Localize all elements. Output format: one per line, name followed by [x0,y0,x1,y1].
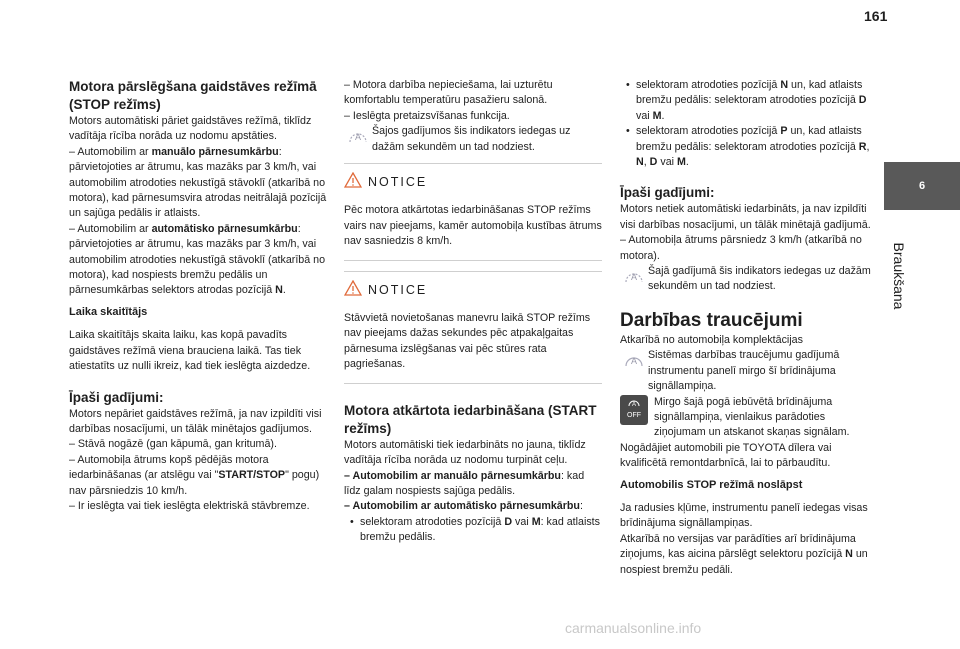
svg-text:A: A [630,272,638,283]
svg-text:A: A [354,132,362,143]
notice-box [344,163,602,261]
list-item: – Ieslēgta pretaizsvīšanas funkcija. [344,109,510,122]
stop-fault-icon [620,348,648,368]
chapter-tab: 6 [884,162,960,210]
list-item: – Automobiļa ātrums kopš pēdējās motora iedarbināšanas (ar atslēgu vai "START/STOP" pogu) nav pārsniedzis 10 km/h. [69,453,320,497]
paragraph: Atkarībā no versijas var parādīties arī brīdinājuma ziņojums, kas aicina pārslēgt selektoru pozīcijā N un nospiest bremžu pedāli. [620,532,868,576]
warning-triangle-icon [344,280,362,301]
stop-indicator-icon [620,264,648,284]
notice-label: NOTICE [368,175,428,190]
subheading-counter: Laika skaitītājs [69,305,148,318]
paragraph: Motors automātiski tiek iedarbināts no jauna, tiklīdz vadītāja rīcība norāda uz nodomu turpināt ceļu. [344,438,586,467]
chapter-label [888,216,910,336]
indicator-note: A Šajā gadījumā šis indikators iedegas uz dažām sekundēm un tad nodziest. [620,264,878,295]
list-item: – Automobilim ar manuālo pārnesumkārbu: kad līdz galam nospiests sajūga pedālis. [344,469,585,497]
paragraph: Ja radusies kļūme, instrumentu panelī iedegas visas brīdinājuma signāllampiņas. [620,501,868,530]
section-title-faults: Darbības traucējumi [620,309,803,331]
stop-indicator-icon [344,124,372,144]
paragraph: Motors automātiski pāriet gaidstāves režīmā, tiklīdz vadītāja rīcība norāda uz nodomu apstāties. [69,115,312,143]
chapter-label-text: Braukšana [891,242,907,310]
bullet-item: • selektoram atrodoties pozīcijā D vai M: kad atlaists bremžu pedālis. [344,515,602,546]
column-1 [69,78,327,514]
subheading-special: Īpaši gadījumi: [69,389,164,405]
svg-text:A: A [631,401,637,408]
fault-button-note: A OFF Mirgo šajā pogā iebūvētā brīdinājuma signāllampiņa, vienlaikus parādoties ziņojumam un atskanot skaņas signālam. [620,395,878,441]
fault-note: A Sistēmas darbības traucējumu gadījumā instrumentu panelī mirgo šī brīdinājuma signāllampiņa. [620,348,878,394]
notice-text: Pēc motora atkārtotas iedarbināšanas STOP režīms vairs nav pieejams, kamēr automobiļa kustības ātrums nav sasniedzis 8 km/h. [344,204,602,248]
section-title-start: Motora atkārtota iedarbināšana (START režīms) [344,402,597,436]
notice-label: NOTICE [368,282,428,297]
indicator-note: A Šajos gadījumos šis indikators iedegas uz dažām sekundēm un tad nodziest. [344,124,602,155]
list-item: – Motora darbība nepieciešama, lai uzturētu komfortablu temperatūru pasažieru salonā. [344,79,553,107]
list-item: – Ir ieslēgta vai tiek ieslēgta elektriskā stāvbremze. [69,499,310,512]
paragraph: – Automobilim ar automātisko pārnesumkārbu: pārvietojoties ar ātrumu, kas mazāks par 3 km/h, vai automobilim atrodoties nekustīgā stāvoklī (atkarībā no motora), kad nospiests bremžu pedālis un pārnesumkārbas selektors atrodas pozīcijā N. [69,222,326,297]
bullet-item: • selektoram atrodoties pozīcijā N un, kad atlaists bremžu pedālis: selektoram atrodoties pozīcijā D vai M. [620,78,878,124]
stop-start-off-button-icon [620,395,648,425]
subheading-stall: Automobilis STOP režīmā noslāpst [620,478,803,491]
paragraph: – Automobilim ar manuālo pārnesumkārbu: pārvietojoties ar ātrumu, kas mazāks par 3 km/h, vai automobilim atrodoties nekustīgā stāvoklī (atkarībā no motora), kad pārnesumsvira atrodas neitrālajā pozīcijā un sajūga pedālis ir atlaists. [69,145,327,220]
subheading-special: Īpaši gadījumi: [620,185,715,201]
notice-text: Stāvvietā novietošanas manevru laikā STOP režīms nav pieejams dažas sekundes pēc atpakaļgaitas pārnesuma izslēgšanas vai pēc stūres rata pagriešanas. [344,312,591,371]
paragraph: Motors nepāriet gaidstāves režīmā, ja nav izpildīti visi darbības nosacījumi, un tālāk minētajos gadījumos. [69,407,322,435]
svg-text:A: A [630,356,638,367]
column-2 [344,78,602,546]
section-title-stop: Motora pārslēgšana gaidstāves režīmā (STOP režīms) [69,79,317,112]
watermark: carmanualsonline.info [565,620,702,636]
paragraph: Nogādājiet automobili pie TOYOTA dīlera vai kvalificētā remontdarbnīcā, lai to pārbaudītu. [620,441,832,470]
notice-box [344,271,602,384]
paragraph: Motors netiek automātiski iedarbināts, ja nav izpildīti visi darbības nosacījumi, un tālāk minētajā gadījumā. [620,203,871,231]
list-item: – Automobiļa ātrums pārsniedz 3 km/h (atkarībā no motora). [620,234,862,262]
column-3 [620,78,878,578]
bullet-item: • selektoram atrodoties pozīcijā P un, kad atlaists bremžu pedālis: selektoram atrodoties pozīcijā R, N, D vai M. [620,124,878,170]
paragraph: Atkarībā no automobiļa komplektācijas [620,333,803,346]
paragraph: Laika skaitītājs skaita laiku, kas kopā pavadīts gaidstāves režīmā viena brauciena laikā. Tas tiek atiestatīts uz nulli ikreiz, kad tiek ieslēgta aizdedze. [69,329,311,373]
warning-triangle-icon [344,172,362,193]
off-label: OFF [627,411,641,419]
list-item: – Automobilim ar automātisko pārnesumkārbu: [344,500,583,513]
list-item: – Stāvā nogāzē (gan kāpumā, gan kritumā). [69,438,277,451]
page-number: 161 [864,8,888,24]
